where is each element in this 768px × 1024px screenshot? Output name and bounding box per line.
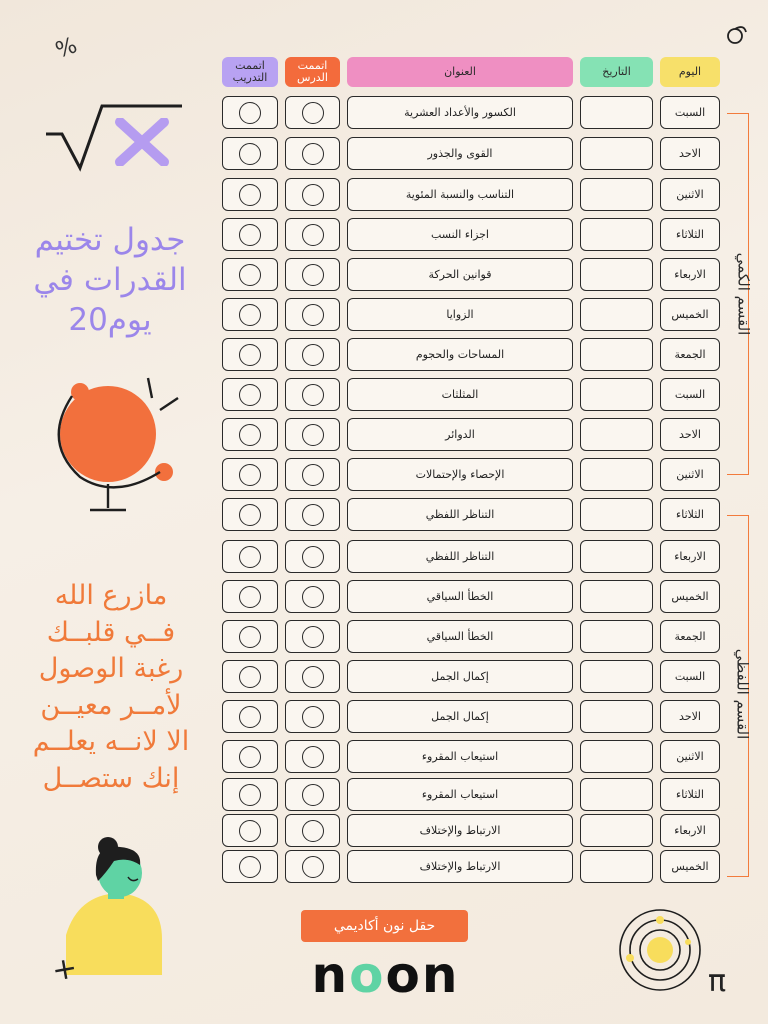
date-cell[interactable] [580,218,653,251]
lesson-title-cell: اجزاء النسب [347,218,573,251]
lesson-circle [302,384,324,406]
lesson-checkbox[interactable] [285,418,340,451]
practice-circle [239,384,261,406]
date-cell[interactable] [580,378,653,411]
lesson-title-cell: الخطأ السياقي [347,620,573,653]
logo-text: noon [311,946,460,1004]
lesson-checkbox[interactable] [285,498,340,531]
times-icon [114,118,170,166]
quote-line-1: مازرع الله [54,580,168,611]
academy-badge [301,910,468,942]
practice-checkbox[interactable] [222,850,278,883]
percent-icon: % [52,33,81,64]
practice-circle [239,344,261,366]
lesson-title-cell: استيعاب المقروء [347,778,573,811]
lesson-title-cell: القوى والجذور [347,137,573,170]
lesson-title-cell: إكمال الجمل [347,660,573,693]
day-cell: السبت [660,96,720,129]
day-cell: الجمعة [660,620,720,653]
lesson-checkbox[interactable] [285,850,340,883]
practice-circle [239,784,261,806]
practice-checkbox[interactable] [222,258,278,291]
quote-line-6: إنك ستصــل [42,762,180,794]
lesson-checkbox[interactable] [285,580,340,613]
day-cell: الخميس [660,298,720,331]
practice-checkbox[interactable] [222,620,278,653]
practice-circle [239,626,261,648]
day-cell: الاثنين [660,740,720,773]
quote-line-2: فــي قلبــك [46,616,176,648]
globe-icon [50,372,190,517]
table-row [0,178,768,212]
practice-checkbox[interactable] [222,540,278,573]
title-line-1: جدول تختيم [34,222,186,258]
date-cell[interactable] [580,96,653,129]
practice-checkbox[interactable] [222,740,278,773]
orbit-icon [616,906,704,994]
lesson-circle [302,586,324,608]
title-line-2: القدرات في [33,262,187,298]
plus-icon: + [49,950,80,989]
practice-circle [239,546,261,568]
title-line-3: 20يوم [68,302,152,338]
lesson-checkbox[interactable] [285,540,340,573]
lesson-circle [302,546,324,568]
practice-circle [239,706,261,728]
lesson-title-cell: قوانين الحركة [347,258,573,291]
lesson-circle [302,666,324,688]
date-cell[interactable] [580,740,653,773]
date-cell[interactable] [580,778,653,811]
day-cell: الثلاثاء [660,498,720,531]
lesson-title-cell: المساحات والحجوم [347,338,573,371]
header-lesson [285,57,340,87]
practice-circle [239,304,261,326]
header-title-label: العنوان [444,65,476,78]
practice-checkbox[interactable] [222,778,278,811]
day-cell: الاربعاء [660,540,720,573]
date-cell[interactable] [580,620,653,653]
lesson-checkbox[interactable] [285,778,340,811]
day-cell: الاربعاء [660,258,720,291]
lesson-title-cell: الارتباط والإختلاف [347,850,573,883]
lesson-title-cell: المثلثات [347,378,573,411]
lesson-circle [302,626,324,648]
lesson-checkbox[interactable] [285,258,340,291]
date-cell[interactable] [580,178,653,211]
day-cell: السبت [660,660,720,693]
day-cell: الاحد [660,418,720,451]
day-cell: الاحد [660,700,720,733]
lesson-circle [302,706,324,728]
verbal-section-label: القسم اللفظي [733,648,752,740]
motivational-quote [16,578,206,797]
quote-line-4: لأمــر معيــن [40,689,182,721]
practice-circle [239,586,261,608]
practice-checkbox[interactable] [222,218,278,251]
day-cell: الخميس [660,850,720,883]
lesson-checkbox[interactable] [285,338,340,371]
day-cell: الجمعة [660,338,720,371]
noon-logo [288,946,483,1004]
practice-checkbox[interactable] [222,458,278,491]
day-cell: الخميس [660,580,720,613]
lesson-circle [302,224,324,246]
date-cell[interactable] [580,580,653,613]
practice-circle [239,264,261,286]
practice-checkbox[interactable] [222,298,278,331]
practice-checkbox[interactable] [222,700,278,733]
day-cell: الاثنين [660,178,720,211]
lesson-checkbox[interactable] [285,378,340,411]
lesson-checkbox[interactable] [285,660,340,693]
lesson-title-cell: الزوايا [347,298,573,331]
table-row [0,338,768,372]
date-cell[interactable] [580,137,653,170]
lesson-title-cell: التناسب والنسبة المئوية [347,178,573,211]
lesson-checkbox[interactable] [285,178,340,211]
practice-checkbox[interactable] [222,660,278,693]
lesson-title-cell: التناظر اللفظي [347,498,573,531]
day-cell: الثلاثاء [660,218,720,251]
lesson-circle [302,820,324,842]
page-title [20,220,200,340]
practice-checkbox[interactable] [222,418,278,451]
lesson-circle [302,102,324,124]
date-cell[interactable] [580,458,653,491]
practice-circle [239,424,261,446]
header-date-label: التاريخ [602,65,631,78]
header-title [347,57,573,87]
lesson-title-cell: الخطأ السياقي [347,580,573,613]
date-cell[interactable] [580,418,653,451]
practice-circle [239,184,261,206]
lesson-circle [302,344,324,366]
practice-circle [239,504,261,526]
practice-checkbox[interactable] [222,814,278,847]
date-cell[interactable] [580,700,653,733]
practice-circle [239,143,261,165]
lesson-circle [302,304,324,326]
lesson-title-cell: استيعاب المقروء [347,740,573,773]
practice-checkbox[interactable] [222,498,278,531]
date-cell[interactable] [580,498,653,531]
day-cell: الاربعاء [660,814,720,847]
day-cell: الاحد [660,137,720,170]
lesson-checkbox[interactable] [285,96,340,129]
lesson-circle [302,464,324,486]
lesson-title-cell: الارتباط والإختلاف [347,814,573,847]
lesson-checkbox[interactable] [285,218,340,251]
practice-checkbox[interactable] [222,378,278,411]
date-cell[interactable] [580,338,653,371]
sigma-icon [724,22,750,46]
header-lesson-label: اتممت الدرس [297,59,328,84]
header-day-label: اليوم [678,65,702,78]
lesson-checkbox[interactable] [285,458,340,491]
date-cell[interactable] [580,540,653,573]
practice-checkbox[interactable] [222,338,278,371]
lesson-circle [302,184,324,206]
lesson-circle [302,856,324,878]
date-cell[interactable] [580,298,653,331]
lesson-title-cell: التناظر اللفظي [347,540,573,573]
practice-circle [239,102,261,124]
lesson-circle [302,504,324,526]
lesson-circle [302,143,324,165]
practice-circle [239,224,261,246]
lesson-checkbox[interactable] [285,740,340,773]
date-cell[interactable] [580,258,653,291]
lesson-checkbox[interactable] [285,137,340,170]
day-cell: الثلاثاء [660,778,720,811]
academy-badge-label: حقل نون أكاديمي [333,918,436,934]
practice-circle [239,746,261,768]
pi-icon: π [708,964,727,999]
date-cell[interactable] [580,814,653,847]
lesson-checkbox[interactable] [285,700,340,733]
practice-circle [239,666,261,688]
lesson-circle [302,784,324,806]
lesson-title-cell: الدوائر [347,418,573,451]
practice-circle [239,820,261,842]
header-practice-label: اتممت التدريب [232,59,268,84]
practice-checkbox[interactable] [222,178,278,211]
lesson-checkbox[interactable] [285,298,340,331]
quote-line-3: رغبة الوصول [38,653,184,684]
header-day [660,57,720,87]
lesson-title-cell: الكسور والأعداد العشرية [347,96,573,129]
practice-checkbox[interactable] [222,580,278,613]
lesson-checkbox[interactable] [285,620,340,653]
lesson-checkbox[interactable] [285,814,340,847]
table-row [0,540,768,574]
practice-circle [239,856,261,878]
lesson-circle [302,424,324,446]
lesson-title-cell: إكمال الجمل [347,700,573,733]
header-date [580,57,653,87]
day-cell: السبت [660,378,720,411]
date-cell[interactable] [580,850,653,883]
practice-checkbox[interactable] [222,96,278,129]
lesson-circle [302,746,324,768]
practice-checkbox[interactable] [222,137,278,170]
quote-line-5: الا لانــه يعلــم [32,726,190,757]
date-cell[interactable] [580,660,653,693]
lesson-title-cell: الإحصاء والإحتمالات [347,458,573,491]
quant-section-label: القسم الكمي [734,252,753,336]
lesson-circle [302,264,324,286]
practice-circle [239,464,261,486]
header-practice [222,57,278,87]
day-cell: الاثنين [660,458,720,491]
